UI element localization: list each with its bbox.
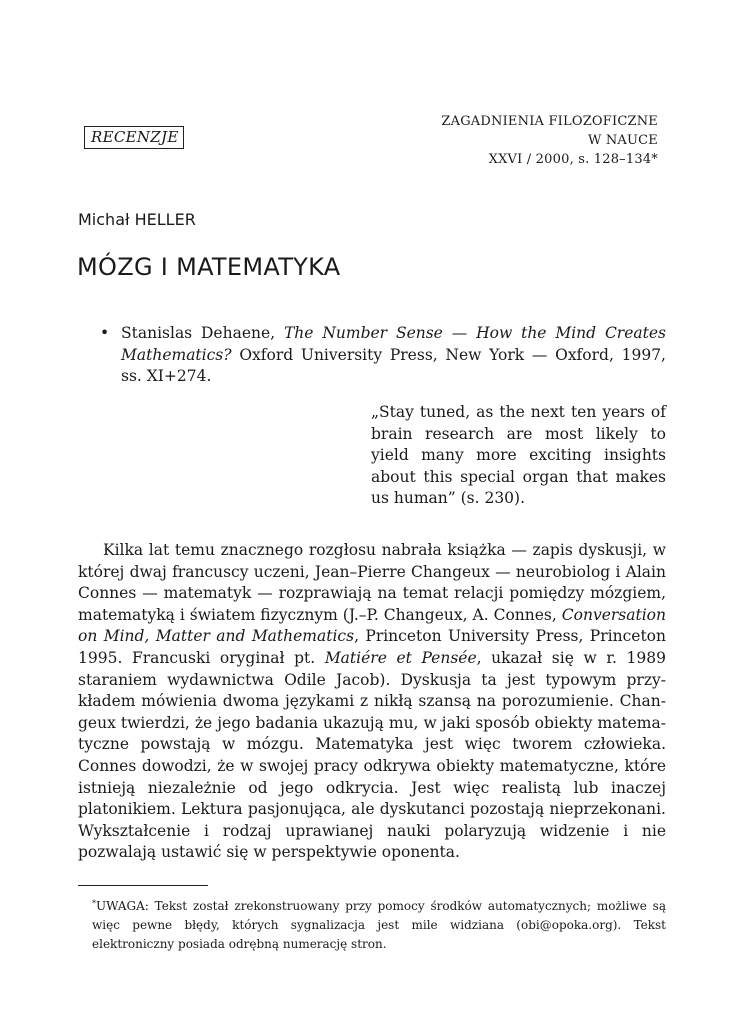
bib-book-title: The Number Sense — How the Mind Creates Mathematics?	[121, 324, 666, 364]
bibliography-entry	[100, 323, 666, 388]
footnote-marker: *	[92, 899, 96, 908]
journal-title: ZAGADNIENIA FILOZOFICZNE	[441, 114, 658, 129]
paragraph	[78, 540, 666, 864]
article-title: MÓZG I MATEMATYKA	[77, 253, 341, 281]
journal-header	[441, 112, 658, 169]
section-label: RECENZJE	[91, 128, 179, 146]
article-author: Michał HELLER	[78, 210, 196, 229]
cited-original-title: Matiére et Pensée	[324, 648, 477, 667]
cited-book-title: Conversation on Mind, Matter and Mathematics	[78, 605, 666, 646]
section-label-box	[84, 126, 184, 149]
body-text	[78, 540, 666, 864]
paragraph-text: , ukazał się w r. 1989 staraniem wydawnictwa Odile Jacob). Dyskusja ta jest typowym przykładem mówienia dwoma językami z nikłą szansą na porozumienie. Changeux twierdzi, że jego badania ukazują mu, w jaki sposób obiekty matematyczne powstają w mózgu. Matematyka jest więc tworem człowieka. Connes dowodzi, że w swojej pracy odkrywa obiekty matematyczne, które istnieją niezależnie od jego odkrycia. Jest więc realistą lub inaczej platonikiem. Lektura pasjonująca, ale dyskutanci pozostają nieprzekonani. Wykształcenie i rodzaj uprawianej nauki polaryzują widzenie i nie pozwalają ustawić się w perspektywie oponenta.	[78, 648, 667, 862]
footnote-text: UWAGA: Tekst został zrekonstruowany przy pomocy środków automatycznych; możliwe są więc pewne błędy, których sygnalizacja jest mile widziana (obi@opoka.org). Tekst elektroniczny posiada odrębną numerację stron.	[92, 899, 666, 951]
bib-publisher: Oxford University Press, New York — Oxford, 1997, ss. XI+274.	[121, 345, 666, 385]
bullet-icon: •	[100, 324, 110, 342]
bib-author: Stanislas Dehaene,	[121, 324, 276, 342]
paragraph-text: , Princeton University Press, Princeton 1995. Francuski oryginał pt.	[78, 627, 666, 667]
paragraph-text: Kilka lat temu znacznego rozgłosu nabrała książka — zapis dyskusji, w której dwaj francuscy uczeni, Jean–Pierre Changeux — neurobiolog i Alain Connes — matematyk — rozprawiają na temat relacji pomiędzy mózgiem, matematyką i światem fizycznym (J.–P. Changeux, A. Connes,	[78, 541, 666, 624]
footnote	[78, 894, 666, 954]
journal-issue: XXVI / 2000, s. 128–134*	[488, 152, 658, 167]
footnote-divider	[78, 885, 208, 886]
epigraph-quote: „Stay tuned, as the next ten years of brain research are most likely to yield many more exciting insights about this special organ that makes us human” (s. 230).	[371, 403, 666, 507]
bibliography-text	[121, 323, 666, 388]
footnote-body	[78, 894, 666, 954]
journal-subtitle: W NAUCE	[587, 133, 658, 148]
